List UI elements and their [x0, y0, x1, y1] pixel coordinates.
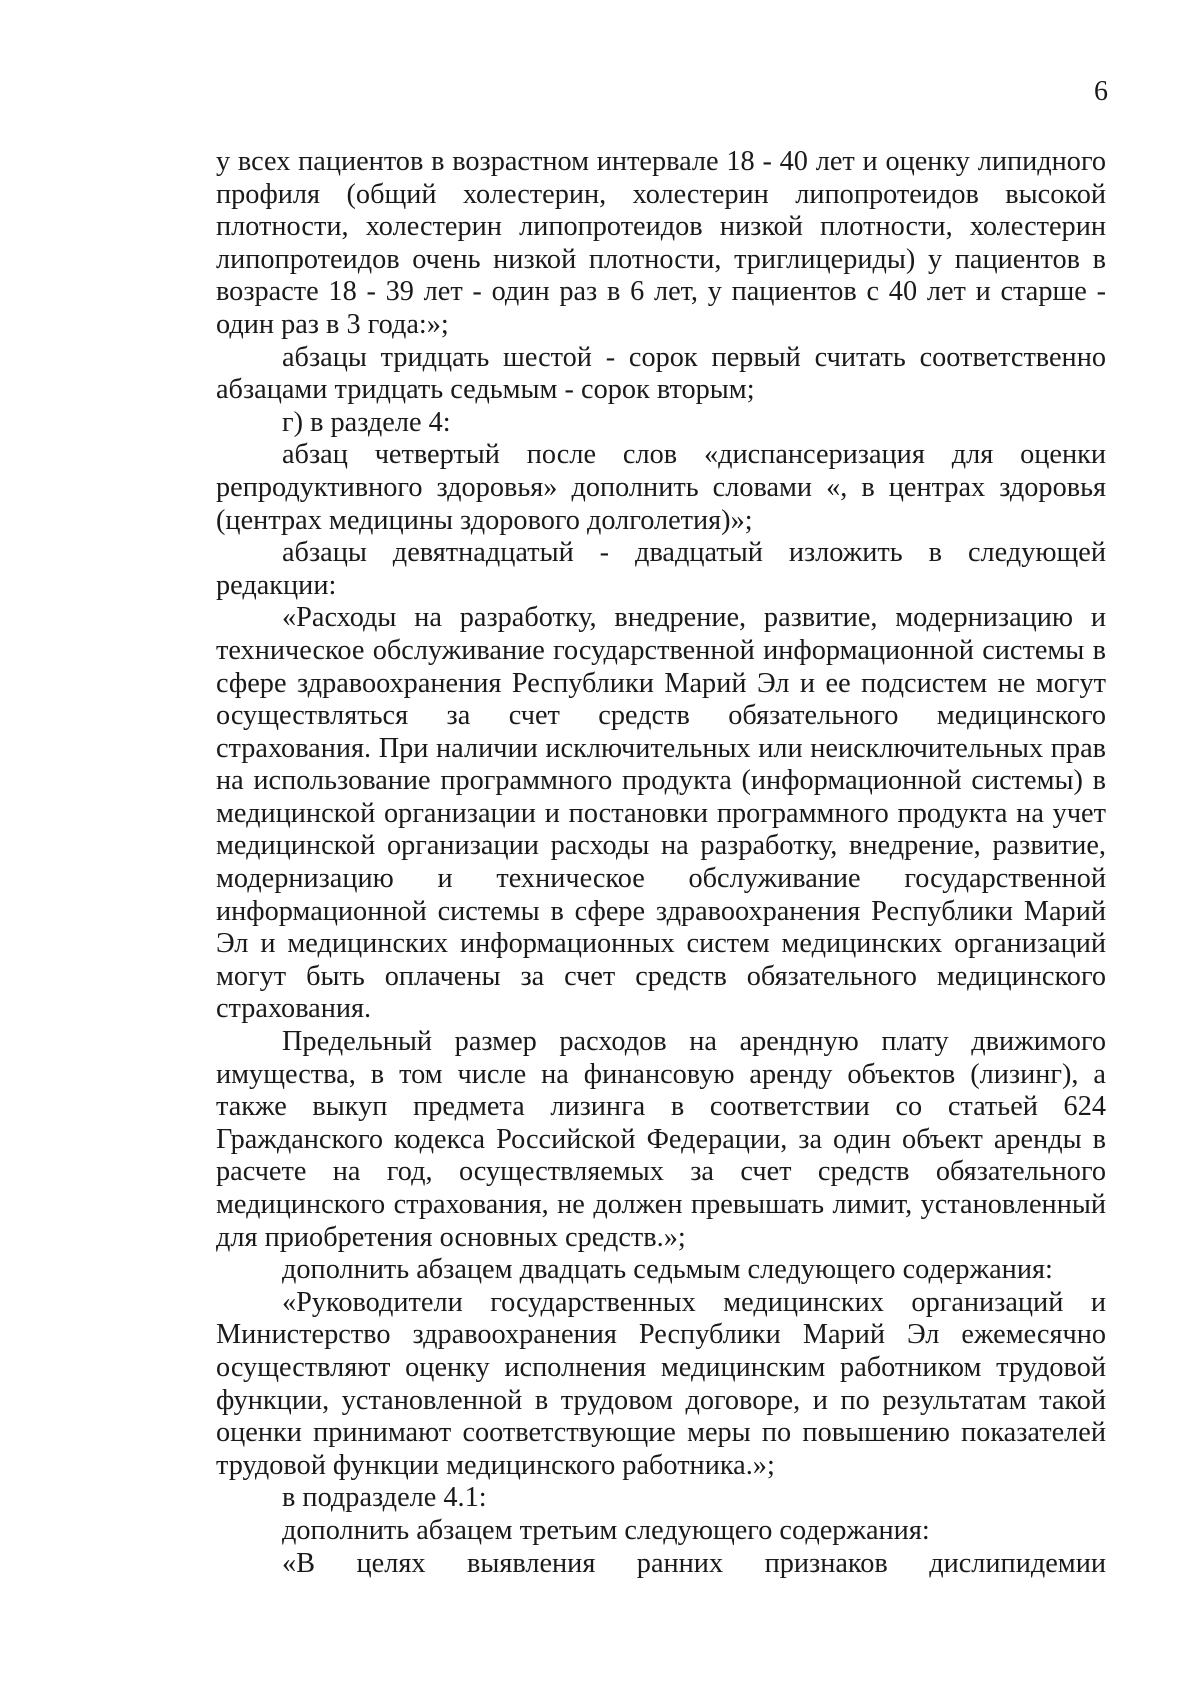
paragraph-dyslipidemia-start: «В целях выявления ранних признаков дислипидемии	[282, 1547, 1106, 1579]
page-number: 6	[1094, 76, 1108, 107]
paragraph-managers-quote: «Руководители государственных медицинских организаций и Министерство здравоохранения Республики Марий Эл ежемесячно осуществляют оценку исполнения медицинским работником трудовой функции, установленной в трудовом договоре, и по результатам такой оценки принимают соответствующие меры по повышению показателей трудовой функции медицинского работника.»;	[216, 1286, 1106, 1481]
document-body	[216, 146, 1106, 1580]
paragraph-amendment-19-20: абзацы девятнадцатый - двадцатый изложить в следующей редакции:	[216, 537, 1106, 601]
paragraph-amendment-4th: абзац четвертый после слов «диспансеризация для оценки репродуктивного здоровья» дополнить словами «, в центрах здоровья (центрах медицины здорового долголетия)»;	[216, 439, 1106, 536]
paragraph-leasing-limit: Предельный размер расходов на арендную плату движимого имущества, в том числе на финансовую аренду объектов (лизинг), а также выкуп предмета лизинга в соответствии со статьей 624 Гражданского кодекса Российской Федерации, за один объект аренды в расчете на год, осуществляемых за счет средств обязательного медицинского страхования, не должен превышать лимит, установленный для приобретения основных средств.»;	[216, 1026, 1106, 1253]
paragraph-add-27th: дополнить абзацем двадцать седьмым следующего содержания:	[282, 1254, 1053, 1286]
paragraph-add-3rd: дополнить абзацем третьим следующего содержания:	[282, 1514, 930, 1546]
paragraph-renumber-note: абзацы тридцать шестой - сорок первый считать соответственно абзацами тридцать седьмым - сорок вторым;	[216, 341, 1106, 406]
paragraph-expenses-quote: «Расходы на разработку, внедрение, развитие, модернизацию и техническое обслуживание государственной информационной системы в сфере здравоохранения Республики Марий Эл и ее подсистем не могут осуществляться за счет средств обязательного медицинского страхования. При наличии исключительных или неисключительных прав на использование программного продукта (информационной системы) в медицинской организации и постановки программного продукта на учет медицинской организации расходы на разработку, внедрение, развитие, модернизацию и техническое обслуживание государственной информационной системы в сфере здравоохранения Республики Марий Эл и медицинских информационных систем медицинских организаций могут быть оплачены за счет средств обязательного медицинского страхования.	[216, 602, 1106, 1025]
paragraph-continuation: у всех пациентов в возрастном интервале 18 - 40 лет и оценку липидного профиля (общий холестерин, холестерин липопротеидов высокой плотности, холестерин липопротеидов низкой плотности, холестерин липопротеидов очень низкой плотности, триглицериды) у пациентов в возрасте 18 - 39 лет - один раз в 6 лет, у пациентов с 40 лет и старше - один раз в 3 года:»;	[216, 146, 1106, 340]
paragraph-subsection-4-1: в подразделе 4.1:	[282, 1482, 487, 1514]
paragraph-section-4-heading: г) в разделе 4:	[282, 406, 451, 438]
